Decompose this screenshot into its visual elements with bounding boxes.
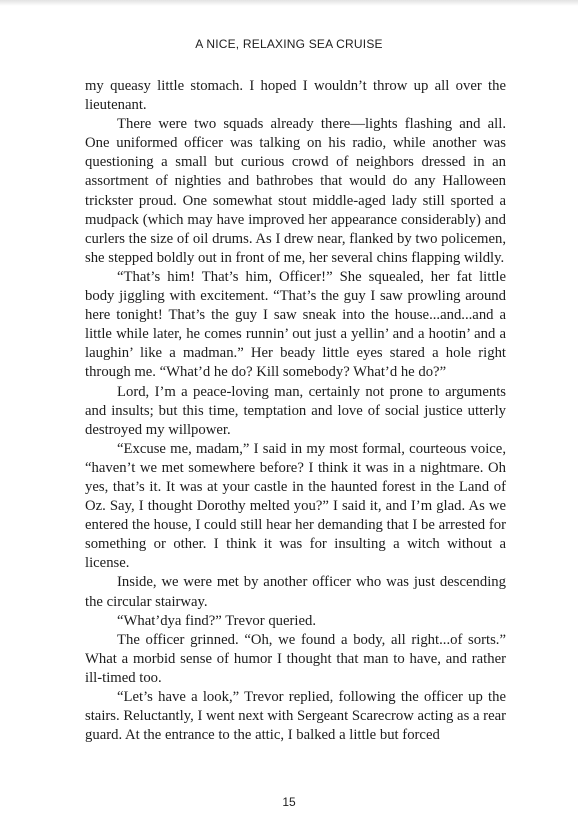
running-head: A NICE, RELAXING SEA CRUISE — [195, 37, 383, 51]
paragraph: “What’dya find?” Trevor queried. — [117, 612, 317, 629]
paragraph: “Excuse me, madam,” I said in my most formal, courteous voice, “haven’t we met somewhere before? I think it was in a nightmare. Oh yes, that’s it. It was at your castle in the haunted forest in the Land of Oz. Say, I thought Dorothy melted you?” I said it, and I’m glad. As we entered the house, I could still hear her demanding that I be arrested for something or other. I think it was for insulting a witch without a license. — [85, 440, 506, 572]
paragraph: “Let’s have a look,” Trevor replied, following the officer up the stairs. Reluctantly, I went next with Sergeant Scarecrow acting as a rear guard. At the entrance to the attic, I balked a little but forced — [85, 689, 506, 744]
paragraph: Lord, I’m a peace-loving man, certainly not prone to arguments and insults; but this time, temptation and love of social justice utterly destroyed my willpower. — [85, 383, 506, 438]
paragraph: “That’s him! That’s him, Officer!” She squealed, her fat little body jiggling with excitement. “That’s the guy I saw prowling around here tonight! That’s the guy I saw sneak into the house...and...and a little while later, he comes runnin’ out just a yellin’ and a hootin’ and a laughin’ like a madman.” Her beady little eyes stared a hole right through me. “What’d he do? Kill somebody? What’d he do?” — [85, 268, 506, 381]
paragraph: Inside, we were met by another officer who was just descending the circular stairway. — [85, 574, 506, 610]
paragraph: There were two squads already there—lights flashing and all. One uniformed officer was talking on his radio, while another was questioning a small but curious crowd of neighbors dressed in an assortment of nighties and bathrobes that would do any Halloween trickster proud. One somewhat stout middle-aged lady still sported a mudpack (which may have improved her appearance considerably) and curlers the size of oil drums. As I drew near, flanked by two policemen, she stepped boldly out in front of me, her several chins flapping wildly. — [85, 116, 506, 266]
page-number: 15 — [282, 795, 296, 809]
paragraph: The officer grinned. “Oh, we found a body, all right...of sorts.” What a morbid sense of humor I thought that man to have, and rather ill-timed too. — [85, 631, 506, 686]
paragraph-continuation: my queasy little stomach. I hoped I wouldn’t throw up all over the lieutenant. — [85, 78, 506, 114]
body-text — [85, 77, 506, 745]
page-top-shadow — [0, 0, 578, 6]
